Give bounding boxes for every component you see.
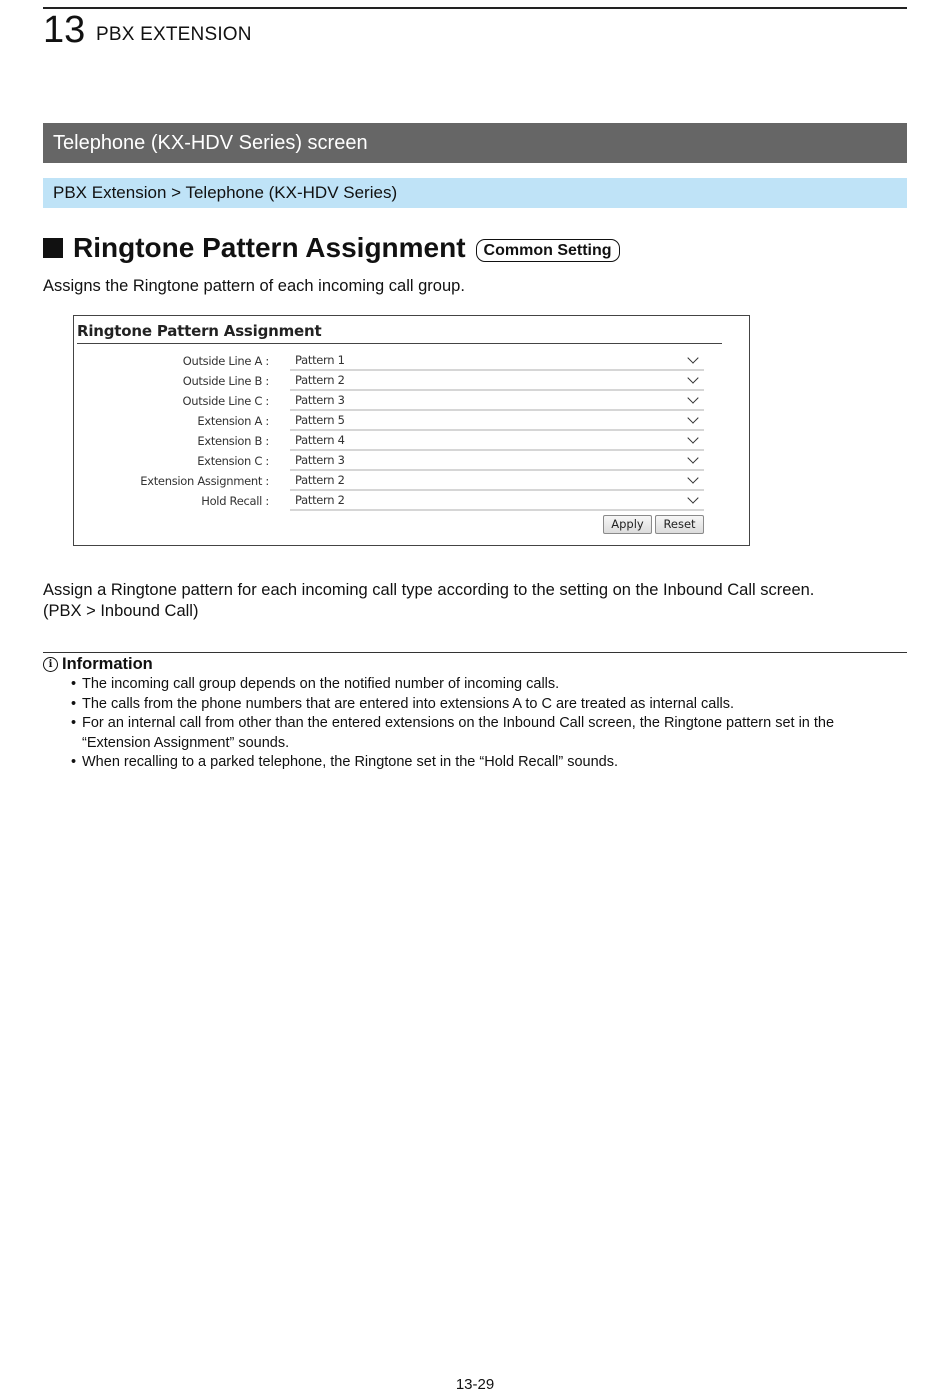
ringtone-select[interactable] bbox=[290, 472, 704, 491]
ringtone-settings-panel bbox=[73, 315, 750, 546]
section-heading bbox=[43, 228, 620, 268]
information-item: • The incoming call group depends on the notified number of incoming calls. bbox=[71, 675, 901, 695]
form-row-outside-line-a bbox=[74, 352, 751, 372]
page-number: 13-29 bbox=[455, 1376, 495, 1393]
common-setting-badge: Common Setting bbox=[476, 239, 620, 262]
chevron-down-icon bbox=[687, 432, 698, 443]
form-row-outside-line-b bbox=[74, 372, 751, 392]
section-title: Ringtone Pattern Assignment bbox=[73, 232, 466, 263]
ringtone-select[interactable] bbox=[290, 492, 704, 511]
field-label: Extension A : bbox=[197, 414, 269, 428]
ringtone-select[interactable] bbox=[290, 432, 704, 451]
field-label: Outside Line B : bbox=[182, 374, 269, 388]
ringtone-select[interactable] bbox=[290, 392, 704, 411]
ringtone-select[interactable] bbox=[290, 352, 704, 371]
body-line-1: Assign a Ringtone pattern for each incoming call type according to the setting on the Inbound Call screen. bbox=[43, 581, 815, 599]
square-bullet-icon bbox=[43, 238, 63, 258]
panel-title: Ringtone Pattern Assignment bbox=[77, 322, 322, 340]
field-label: Hold Recall : bbox=[201, 494, 269, 508]
chevron-down-icon bbox=[687, 452, 698, 463]
apply-button[interactable]: Apply bbox=[603, 515, 652, 534]
chevron-down-icon bbox=[687, 392, 698, 403]
field-label: Outside Line C : bbox=[182, 394, 269, 408]
form-row-extension-c bbox=[74, 452, 751, 472]
form-row-extension-a bbox=[74, 412, 751, 432]
chapter-number: 13 bbox=[43, 9, 86, 51]
information-icon: i bbox=[43, 657, 58, 672]
form-row-extension-assignment bbox=[74, 472, 751, 492]
ringtone-select[interactable] bbox=[290, 412, 704, 431]
reset-button[interactable]: Reset bbox=[655, 515, 704, 534]
field-label: Extension B : bbox=[197, 434, 269, 448]
information-divider bbox=[43, 652, 907, 653]
information-list bbox=[71, 675, 901, 773]
ringtone-select[interactable] bbox=[290, 452, 704, 471]
chevron-down-icon bbox=[687, 472, 698, 483]
select-value: Pattern 4 bbox=[295, 433, 345, 447]
top-rule bbox=[43, 7, 907, 9]
information-item: • The calls from the phone numbers that are entered into extensions A to C are treated as internal calls. bbox=[71, 695, 901, 715]
select-value: Pattern 2 bbox=[295, 473, 345, 487]
select-value: Pattern 2 bbox=[295, 493, 345, 507]
select-value: Pattern 3 bbox=[295, 453, 345, 467]
field-label: Outside Line A : bbox=[182, 354, 269, 368]
information-item: • For an internal call from other than the entered extensions on the Inbound Call screen, the Ringtone pattern set in the “Extension Assignment” sounds. bbox=[71, 714, 901, 753]
information-item: • When recalling to a parked telephone, the Ringtone set in the “Hold Recall” sounds. bbox=[71, 753, 901, 773]
select-value: Pattern 5 bbox=[295, 413, 345, 427]
form-row-extension-b bbox=[74, 432, 751, 452]
select-value: Pattern 3 bbox=[295, 393, 345, 407]
panel-divider bbox=[77, 343, 722, 344]
body-line-2: (PBX > Inbound Call) bbox=[43, 602, 199, 620]
select-value: Pattern 1 bbox=[295, 353, 345, 367]
field-label: Extension C : bbox=[197, 454, 269, 468]
chevron-down-icon bbox=[687, 352, 698, 363]
information-heading bbox=[43, 655, 153, 674]
information-title: Information bbox=[62, 655, 153, 673]
select-value: Pattern 2 bbox=[295, 373, 345, 387]
chevron-down-icon bbox=[687, 492, 698, 503]
screen-title-bar: Telephone (KX-HDV Series) screen bbox=[43, 123, 907, 163]
field-label: Extension Assignment : bbox=[140, 474, 269, 488]
chapter-title: PBX EXTENSION bbox=[96, 24, 252, 45]
breadcrumb: PBX Extension > Telephone (KX-HDV Series) bbox=[43, 178, 907, 208]
section-intro: Assigns the Ringtone pattern of each incoming call group. bbox=[43, 277, 465, 295]
chevron-down-icon bbox=[687, 412, 698, 423]
chevron-down-icon bbox=[687, 372, 698, 383]
ringtone-select[interactable] bbox=[290, 372, 704, 391]
form-row-hold-recall bbox=[74, 492, 751, 512]
form-row-outside-line-c bbox=[74, 392, 751, 412]
body-paragraph bbox=[43, 580, 907, 622]
